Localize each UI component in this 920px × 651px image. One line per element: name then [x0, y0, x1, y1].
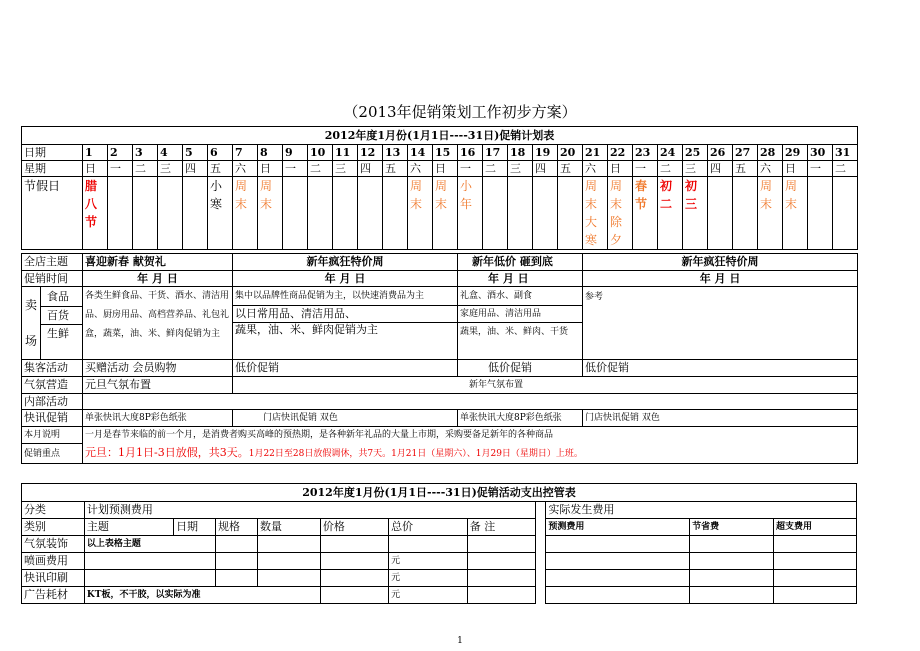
atmosphere-label: 气氛营造: [22, 377, 83, 394]
day-cell: 20: [558, 145, 583, 161]
theme-cell: 喜迎新春 献贺礼: [83, 254, 233, 271]
holiday-cell: 周末: [408, 177, 433, 250]
flyer-label: 快讯促销: [22, 410, 83, 427]
holiday-cell: 周末: [258, 177, 283, 250]
weekday-cell: 三: [508, 161, 533, 177]
col-total: 总价: [389, 519, 468, 536]
day-cell: 26: [708, 145, 733, 161]
time-cell: 年 月 日: [583, 271, 858, 287]
day-cell: 5: [183, 145, 208, 161]
promotion-plan-table: [21, 126, 858, 464]
table-cell: [708, 177, 733, 250]
gather-cell: 低价促销: [233, 360, 458, 377]
col-remark: 备 注: [467, 519, 535, 536]
weekday-label: 星期: [22, 161, 83, 177]
weekday-cell: 五: [558, 161, 583, 177]
holiday-cell: 周末: [758, 177, 783, 250]
weekday-cell: 四: [183, 161, 208, 177]
weekday-cell: 六: [758, 161, 783, 177]
holiday-cell: 周末大寒: [583, 177, 608, 250]
row-label: 广告耗材: [22, 587, 85, 604]
day-cell: 7: [233, 145, 258, 161]
holiday-label: 节假日: [22, 177, 83, 250]
table-cell: [308, 177, 333, 250]
holiday-cell: 春节: [633, 177, 658, 250]
row-label: 快讯印刷: [22, 570, 85, 587]
spacer-cell: [535, 519, 545, 536]
day-cell: 23: [633, 145, 658, 161]
weekday-cell: 二: [833, 161, 858, 177]
table-cell: [183, 177, 208, 250]
note-line: [83, 444, 858, 464]
weekday-cell: 一: [633, 161, 658, 177]
atmosphere-cell: 元旦气氛布置: [83, 377, 233, 394]
weekday-cell: 日: [608, 161, 633, 177]
flyer-cell: 单张快讯大度8P彩色纸张: [458, 410, 583, 427]
category-label: 分类: [22, 502, 85, 519]
sell-col1-text: 各类生鲜食品、干货、酒水、清洁用品、厨房用品、高档营养品、礼包礼盒，蔬菜，油、米、鲜肉促销为主: [83, 287, 233, 360]
table-cell: [108, 177, 133, 250]
theme-cell: 新年疯狂特价周: [583, 254, 858, 271]
row-theme: [84, 553, 215, 570]
weekday-cell: 日: [83, 161, 108, 177]
holiday-cell: 周末: [433, 177, 458, 250]
day-cell: 29: [783, 145, 808, 161]
weekday-cell: 三: [683, 161, 708, 177]
sell-label-b: 场: [24, 334, 37, 348]
weekday-cell: 日: [433, 161, 458, 177]
sell-col2-grocery: 以日常用品、清洁用品、: [233, 306, 458, 323]
day-cell: 9: [283, 145, 308, 161]
day-cell: 2: [108, 145, 133, 161]
col-theme: 主题: [84, 519, 173, 536]
weekday-cell: 五: [208, 161, 233, 177]
day-cell: 17: [483, 145, 508, 161]
weekday-cell: 一: [283, 161, 308, 177]
table-cell: [483, 177, 508, 250]
budget-table: [21, 483, 857, 604]
col-spec: 规格: [216, 519, 258, 536]
time-label: 促销时间: [22, 271, 83, 287]
col-price: 价格: [320, 519, 388, 536]
weekday-cell: 三: [333, 161, 358, 177]
col-qty: 数量: [257, 519, 320, 536]
holiday-cell: 周末: [233, 177, 258, 250]
time-cell: 年 月 日: [83, 271, 233, 287]
day-cell: 13: [383, 145, 408, 161]
note-label: 促销重点: [22, 444, 83, 464]
col-saving-fee: 节省费: [690, 519, 774, 536]
day-cell: 12: [358, 145, 383, 161]
new-year-note: 元旦：1月1日-3日放假，共3天。: [85, 445, 249, 459]
weekday-cell: 五: [733, 161, 758, 177]
grocery-label: 百货: [41, 307, 82, 325]
holiday-cell: 周末: [783, 177, 808, 250]
weekday-cell: 三: [158, 161, 183, 177]
day-cell: 22: [608, 145, 633, 161]
internal-label: 内部活动: [22, 394, 83, 410]
flyer-cell: 单张快讯大度8P彩色纸张: [83, 410, 233, 427]
row-theme: [84, 570, 215, 587]
sell-area-label: [22, 287, 83, 360]
plan-fee-label: 计划预测费用: [84, 502, 535, 519]
day-cell: 3: [133, 145, 158, 161]
day-cell: 14: [408, 145, 433, 161]
row-label: 气氛装饰: [22, 536, 85, 553]
table-cell: [133, 177, 158, 250]
day-cell: 8: [258, 145, 283, 161]
weekday-cell: 四: [708, 161, 733, 177]
day-cell: 6: [208, 145, 233, 161]
day-cell: 4: [158, 145, 183, 161]
day-cell: 19: [533, 145, 558, 161]
atmosphere-cell: 新年气氛布置: [233, 377, 858, 394]
weekday-cell: 六: [408, 161, 433, 177]
actual-fee-label: 实际发生费用: [546, 502, 857, 519]
weekday-cell: 一: [108, 161, 133, 177]
day-cell: 16: [458, 145, 483, 161]
spring-festival-note: 1月22日至28日放假调休，共7天。1月21日（星期六）、1月29日（星期日）上班。: [248, 448, 583, 459]
day-cell: 1: [83, 145, 108, 161]
day-cell: 10: [308, 145, 333, 161]
sell-col3-food: 礼盒、酒水、副食: [458, 287, 583, 306]
weekday-cell: 二: [483, 161, 508, 177]
time-cell: 年 月 日: [233, 271, 458, 287]
gather-cell: 低价促销: [583, 360, 858, 377]
col-overrun-fee: 超支费用: [773, 519, 856, 536]
table-cell: [808, 177, 833, 250]
day-cell: 25: [683, 145, 708, 161]
flyer-cell: 门店快讯促销 双色: [583, 410, 858, 427]
sell-col2-fresh: 蔬果，油、米、鲜肉促销为主: [233, 323, 458, 360]
row-total: 元: [389, 553, 468, 570]
sell-col3-grocery: 家庭用品、清洁用品: [458, 306, 583, 323]
theme-cell: 新年低价 砸到底: [458, 254, 583, 271]
holiday-cell: 腊八节: [83, 177, 108, 250]
food-label: 食品: [41, 287, 82, 307]
day-cell: 24: [658, 145, 683, 161]
row-theme: 以上表格主题: [84, 536, 215, 553]
weekday-cell: 二: [133, 161, 158, 177]
row-total: 元: [389, 587, 468, 604]
flyer-cell: 门店快讯促销 双色: [233, 410, 458, 427]
weekday-cell: 二: [308, 161, 333, 177]
weekday-cell: 六: [583, 161, 608, 177]
date-label: 日期: [22, 145, 83, 161]
row-total: [389, 536, 468, 553]
weekday-cell: 一: [808, 161, 833, 177]
page-title: （2013年促销策划工作初步方案）: [343, 103, 577, 121]
budget-header: 2012年度1月份(1月1日----31日)促销活动支出控管表: [22, 484, 857, 502]
table-cell: [533, 177, 558, 250]
table-cell: [333, 177, 358, 250]
spacer-cell: [535, 502, 545, 519]
sell-col3-fresh: 蔬果，油、米、鲜肉、干货: [458, 323, 583, 360]
table-cell: [383, 177, 408, 250]
sell-label-a: 卖: [24, 298, 37, 312]
holiday-cell: 小年: [458, 177, 483, 250]
weekday-cell: 日: [258, 161, 283, 177]
sell-col4: 参考: [583, 287, 858, 360]
sell-col2-food: 集中以品牌性商品促销为主，以快速消费品为主: [233, 287, 458, 306]
table-cell: [283, 177, 308, 250]
theme-cell: 新年疯狂特价周: [233, 254, 458, 271]
page-number: 1: [457, 636, 463, 646]
day-cell: 21: [583, 145, 608, 161]
theme-label: 全店主题: [22, 254, 83, 271]
col-forecast-fee: 预测费用: [546, 519, 690, 536]
type-label: 类别: [22, 519, 85, 536]
weekday-cell: 日: [783, 161, 808, 177]
table-cell: [733, 177, 758, 250]
plan-header: 2012年度1月份(1月1日----31日)促销计划表: [22, 127, 858, 145]
time-cell: 年 月 日: [458, 271, 583, 287]
note-label: 本月说明: [22, 427, 83, 444]
row-label: 喷画费用: [22, 553, 85, 570]
note-line: 一月是春节来临的前一个月，是消费者购买高峰的预热期，是各种新年礼品的大量上市期，采购要备足新年的各种商品: [83, 427, 858, 444]
day-cell: 30: [808, 145, 833, 161]
table-cell: [158, 177, 183, 250]
day-cell: 27: [733, 145, 758, 161]
table-cell: [558, 177, 583, 250]
table-cell: [358, 177, 383, 250]
holiday-cell: 小寒: [208, 177, 233, 250]
fresh-label: 生鲜: [47, 327, 69, 340]
internal-cell: [83, 394, 858, 410]
row-theme: KT板，不干胶，以实际为准: [84, 587, 320, 604]
weekday-cell: 五: [383, 161, 408, 177]
holiday-cell: 周末除夕: [608, 177, 633, 250]
day-cell: 28: [758, 145, 783, 161]
day-cell: 11: [333, 145, 358, 161]
weekday-cell: 六: [233, 161, 258, 177]
day-cell: 18: [508, 145, 533, 161]
gather-label: 集客活动: [22, 360, 83, 377]
day-cell: 31: [833, 145, 858, 161]
day-cell: 15: [433, 145, 458, 161]
table-cell: [508, 177, 533, 250]
col-date: 日期: [174, 519, 216, 536]
row-total: 元: [389, 570, 468, 587]
holiday-cell: 初二: [658, 177, 683, 250]
weekday-cell: 四: [533, 161, 558, 177]
weekday-cell: 一: [458, 161, 483, 177]
weekday-cell: 四: [358, 161, 383, 177]
holiday-cell: 初三: [683, 177, 708, 250]
gather-cell: 买赠活动 会员购物: [83, 360, 233, 377]
table-cell: [833, 177, 858, 250]
weekday-cell: 二: [658, 161, 683, 177]
gather-cell: 低价促销: [458, 360, 583, 377]
